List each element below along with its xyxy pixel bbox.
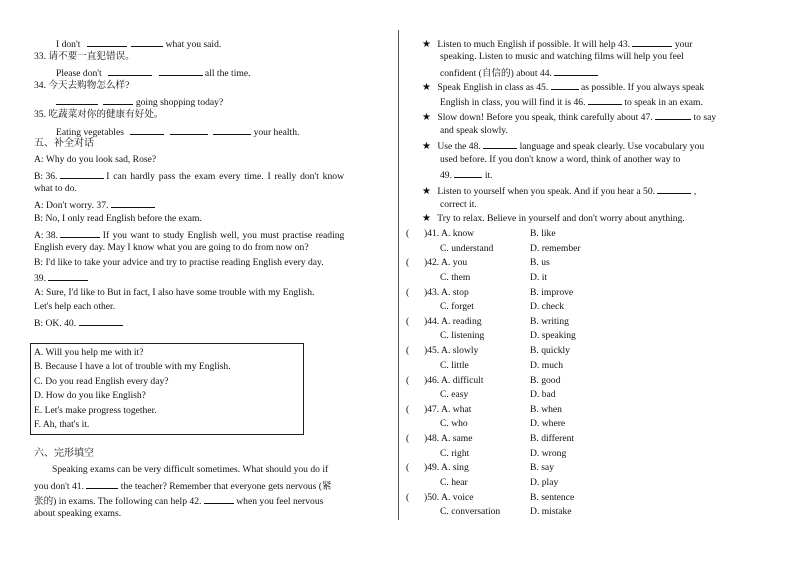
option-item: C. Do you read English every day? — [34, 376, 169, 387]
tip-line — [440, 95, 703, 108]
text: Speak English in class as 45. — [437, 82, 549, 93]
tip-line — [422, 80, 704, 93]
text: when you feel nervous — [236, 496, 324, 507]
text: Please don't — [56, 68, 102, 79]
answer-paren[interactable]: ( — [406, 315, 410, 327]
answer-blank-46[interactable] — [588, 95, 622, 105]
choice-option-d: D. speaking — [530, 330, 576, 342]
choice-option-b: B. improve — [530, 286, 574, 298]
text: your — [674, 39, 693, 50]
choice-option-a: )50. A. voice — [424, 491, 474, 503]
text: 张的) in exams. The following can help 42. — [34, 496, 202, 507]
answer-blank-44[interactable] — [554, 66, 598, 76]
sentence-line — [56, 95, 223, 108]
text: English in class, you will find it is 46. — [440, 97, 586, 108]
choice-option-a: )47. A. what — [424, 403, 472, 415]
text: If you want to study English well, you must practise reading — [102, 230, 345, 241]
answer-paren[interactable]: ( — [406, 462, 410, 474]
tip-line: speaking. Listen to music and watching films will help you feel — [440, 51, 684, 62]
star-icon: ★ — [422, 186, 431, 197]
option-item: A. Will you help me with it? — [34, 347, 144, 358]
answer-blank[interactable] — [159, 66, 203, 76]
choice-option-c: C. hear — [440, 476, 468, 488]
option-item: F. Ah, that's it. — [34, 419, 90, 430]
answer-blank[interactable] — [56, 95, 98, 105]
section-5-heading: 五、补全对话 — [34, 138, 94, 149]
text: as possible. If you always speak — [581, 82, 705, 93]
dialogue-line: what to do. — [34, 183, 77, 194]
choice-option-a: )44. A. reading — [424, 315, 482, 327]
choice-option-c: C. little — [440, 359, 469, 371]
dialogue-line: A: Sure, I'd like to But in fact, I also have some trouble with my English. — [34, 287, 315, 298]
passage-line: Speaking exams can be very difficult sometimes. What should you do if — [52, 464, 329, 475]
text: Try to relax. Believe in yourself and don't worry about anything. — [437, 213, 685, 224]
choice-option-b: B. us — [530, 257, 550, 269]
text: language and speak clearly. Use vocabulary you — [519, 141, 705, 152]
answer-blank-36[interactable] — [60, 169, 104, 179]
choice-option-c: C. forget — [440, 301, 474, 313]
text: confident (自信的) about 44. — [440, 68, 552, 79]
choice-option-b: B. like — [530, 228, 556, 239]
section-6-heading: 六、完形填空 — [34, 448, 94, 459]
answer-blank[interactable] — [130, 125, 164, 135]
choice-option-d: D. where — [530, 418, 566, 430]
dialogue-line: A: Why do you look sad, Rose? — [34, 154, 157, 165]
tip-line — [422, 213, 685, 224]
answer-blank-38[interactable] — [60, 228, 100, 238]
dialogue-line: English every day. May I know what you are going to do from now on? — [34, 242, 309, 253]
sentence-line — [56, 66, 250, 79]
choice-option-d: D. play — [530, 476, 559, 488]
answer-blank-42[interactable] — [204, 494, 234, 504]
answer-blank[interactable] — [108, 66, 152, 76]
answer-paren[interactable]: ( — [406, 228, 410, 239]
choice-option-c: C. understand — [440, 242, 494, 254]
choice-option-c: C. right — [440, 447, 470, 459]
question-35: 35. 吃蔬菜对你的健康有好处。 — [34, 109, 164, 120]
sentence-line — [56, 37, 221, 50]
choice-option-a: )45. A. slowly — [424, 345, 479, 357]
choice-option-b: B. sentence — [530, 491, 575, 503]
star-icon: ★ — [422, 39, 431, 50]
option-item: B. Because I have a lot of trouble with my English. — [34, 361, 231, 372]
text: A: 38. — [34, 230, 58, 241]
choice-option-c: C. easy — [440, 389, 469, 400]
choice-option-d: D. mistake — [530, 506, 572, 518]
answer-paren[interactable]: ( — [406, 374, 410, 386]
choice-option-b: B. different — [530, 433, 575, 445]
text: going shopping today? — [135, 97, 224, 108]
choice-option-c: C. conversation — [440, 506, 501, 518]
text: 39. — [34, 273, 46, 284]
text: 49. — [440, 170, 452, 181]
text: Use the 48. — [437, 141, 481, 152]
tip-line — [422, 37, 692, 50]
star-icon: ★ — [422, 141, 431, 152]
text: , — [693, 186, 697, 197]
answer-blank-49[interactable] — [454, 168, 482, 178]
choice-option-d: D. remember — [530, 242, 581, 254]
dialogue-line — [34, 228, 344, 241]
choice-option-b: B. good — [530, 374, 561, 386]
choice-option-a: )49. A. sing — [424, 462, 469, 474]
column-divider — [398, 30, 399, 520]
choice-option-d: D. much — [530, 359, 564, 371]
tip-line: used before. If you don't know a word, think of another way to — [440, 154, 681, 165]
tip-line — [422, 184, 696, 197]
sentence-line — [56, 125, 299, 138]
answer-paren[interactable]: ( — [406, 257, 410, 269]
answer-blank-43[interactable] — [632, 37, 672, 47]
tip-line: and speak slowly. — [440, 125, 508, 136]
answer-blank-40[interactable] — [79, 316, 123, 326]
answer-paren[interactable]: ( — [406, 345, 410, 357]
answer-blank[interactable] — [87, 37, 127, 47]
answer-blank-50[interactable] — [657, 184, 691, 194]
text: Eating vegetables — [56, 127, 124, 138]
choice-option-d: D. check — [530, 301, 565, 313]
answer-paren[interactable]: ( — [406, 403, 410, 415]
choice-option-a: )48. A. same — [424, 433, 473, 445]
text: all the time. — [204, 68, 251, 79]
passage-line: about speaking exams. — [34, 508, 122, 519]
passage-line — [34, 479, 332, 492]
answer-blank[interactable] — [103, 95, 133, 105]
dialogue-line: Let's help each other. — [34, 301, 116, 312]
star-icon: ★ — [422, 82, 431, 93]
star-icon: ★ — [422, 213, 431, 224]
text: B: 36. — [34, 171, 58, 182]
text: Listen to yourself when you speak. And if you hear a 50. — [437, 186, 656, 197]
choice-option-b: B. say — [530, 462, 554, 474]
choice-option-b: B. when — [530, 403, 562, 415]
answer-paren[interactable]: ( — [406, 491, 410, 503]
question-33: 33. 请不要一直犯错误。 — [34, 51, 135, 62]
text: Listen to much English if possible. It will help 43. — [437, 39, 631, 50]
choice-option-d: D. bad — [530, 389, 556, 400]
answer-blank[interactable] — [131, 37, 163, 47]
answer-blank-47[interactable] — [655, 110, 691, 120]
answer-blank-41[interactable] — [86, 479, 118, 489]
text: to say — [693, 112, 717, 123]
choice-option-c: C. who — [440, 418, 468, 430]
option-item: E. Let's make progress together. — [34, 405, 157, 416]
choice-option-a: )41. A. know — [424, 228, 475, 239]
dialogue-line — [34, 169, 386, 182]
choice-option-c: C. them — [440, 271, 471, 283]
text: what you said. — [165, 39, 222, 50]
choice-option-d: D. wrong — [530, 447, 567, 459]
choice-option-d: D. it — [530, 271, 548, 283]
text: it. — [484, 170, 493, 181]
text: to speak in an exam. — [624, 97, 703, 108]
choice-option-a: )46. A. difficult — [424, 374, 484, 386]
star-icon: ★ — [422, 112, 431, 123]
answer-paren[interactable]: ( — [406, 286, 410, 298]
answer-blank[interactable] — [213, 125, 251, 135]
dialogue-line — [34, 198, 155, 211]
dialogue-line: B: I'd like to take your advice and try to practise reading English every day. — [34, 257, 324, 268]
choice-option-b: B. quickly — [530, 345, 570, 357]
option-item: D. How do you like English? — [34, 390, 146, 401]
tip-line — [440, 66, 598, 79]
tip-line — [440, 168, 493, 181]
passage-line — [34, 494, 323, 507]
dialogue-line — [34, 316, 123, 329]
answer-blank[interactable] — [170, 125, 208, 135]
tip-line — [422, 110, 716, 123]
choice-option-a: )42. A. you — [424, 257, 468, 269]
answer-blank-45[interactable] — [551, 80, 579, 90]
text: your health. — [253, 127, 300, 138]
tip-line: correct it. — [440, 199, 477, 210]
answer-paren[interactable]: ( — [406, 433, 410, 445]
choice-option-b: B. writing — [530, 315, 569, 327]
text: A: Don't worry. 37. — [34, 200, 109, 211]
text: the teacher? Remember that everyone gets nervous (紧 — [120, 481, 332, 492]
text: you don't 41. — [34, 481, 84, 492]
text: I don't — [56, 39, 81, 50]
text: B: OK. 40. — [34, 318, 77, 329]
choice-option-c: C. listening — [440, 330, 485, 342]
dialogue-line — [34, 271, 88, 284]
tip-line — [422, 139, 704, 152]
dialogue-line: B: No, I only read English before the exam. — [34, 213, 202, 224]
text: Slow down! Before you speak, think carefully about 47. — [437, 112, 653, 123]
answer-blank-39[interactable] — [48, 271, 88, 281]
answer-blank-48[interactable] — [483, 139, 517, 149]
text: I can hardly pass the exam every time. I really don't know — [106, 171, 344, 182]
answer-blank-37[interactable] — [111, 198, 155, 208]
choice-option-a: )43. A. stop — [424, 286, 469, 298]
question-34: 34. 今天去购物怎么样? — [34, 80, 130, 91]
